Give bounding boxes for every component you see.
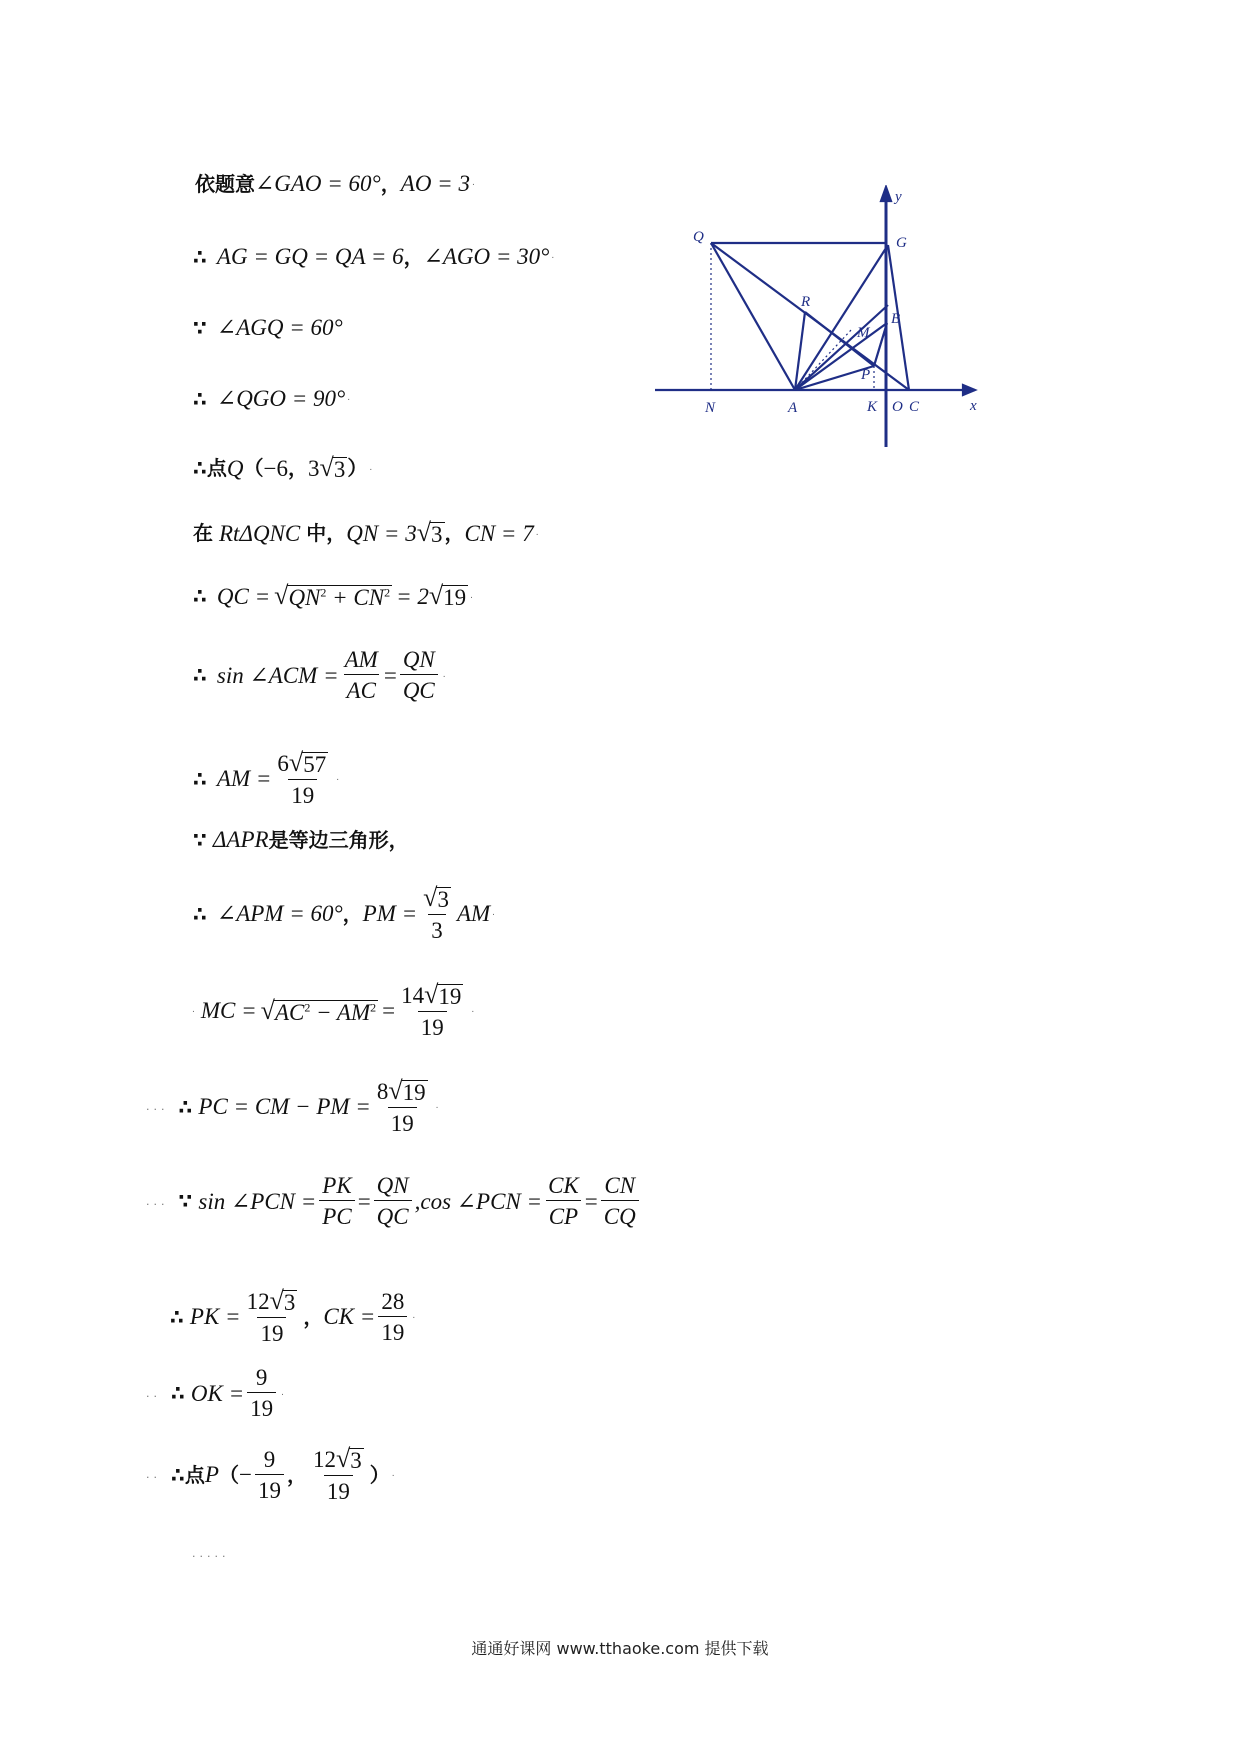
sep: ， — [342, 901, 363, 926]
label-A: A — [788, 400, 798, 416]
comma: ， — [288, 456, 309, 480]
label-G: G — [896, 235, 907, 251]
step-7: ∴ QC = √ $QN^2 + CN^2$ = 2 √ 19 . — [193, 581, 474, 610]
fraction: √ 3 3 — [423, 883, 449, 943]
sqrt: √ $QN^2 + CN^2$ — [274, 581, 391, 610]
fraction: 12 √ 3 19 — [312, 1444, 362, 1504]
expr: AO = 3 — [400, 171, 470, 196]
step-4: ∴ ∠QGO = 90° . — [193, 386, 351, 411]
expr: = 2 — [396, 583, 429, 609]
page-footer: 通通好课网 www.tthaoke.com 提供下载 — [471, 1639, 769, 1658]
expr: CN = 7 — [464, 520, 534, 546]
triangle: RtΔQNC — [219, 520, 301, 546]
sqrt: √ 3 — [319, 453, 346, 482]
step-1: 依题意 ∠GAO = 60° ， AO = 3 . — [195, 171, 475, 196]
text-cn: 依题意 — [195, 171, 255, 196]
label-B: B — [891, 311, 901, 327]
text-cn: 在 — [193, 521, 213, 545]
sep: ， — [303, 1304, 324, 1329]
expr: QN = 3 — [346, 520, 417, 546]
therefore: ∴ — [171, 1381, 185, 1405]
fraction: $\frac{QN}{QC}$ — [374, 1174, 412, 1228]
step-17: .. ∴ 点 P （ − $\frac{9}{19}$ ， 12 √ 3 19 ） . — [146, 1444, 395, 1504]
step-11: ∴ ∠APM = 60° ， PM = √ 3 3 AM . — [193, 883, 496, 943]
sep: ， — [403, 244, 424, 269]
expr: ∠APM = 60° — [216, 901, 343, 926]
step-10 — [193, 828, 409, 851]
therefore: ∴ — [193, 663, 207, 687]
text-cn: 点 — [184, 1462, 205, 1487]
expr: CK = — [323, 1304, 376, 1329]
geometry-figure — [645, 185, 990, 453]
therefore: ∴ — [193, 901, 207, 926]
coef: 3 — [308, 455, 320, 481]
sep: ， — [380, 171, 401, 196]
fraction: $\frac{AM}{AC}$ — [344, 647, 378, 703]
y-arrow — [881, 187, 891, 201]
label-P: P — [861, 367, 871, 383]
label-Q: Q — [693, 229, 704, 245]
expr: AM — [456, 901, 491, 926]
therefore: ∴ — [171, 1462, 185, 1487]
fraction: $\frac{PK}{PC}$ — [319, 1174, 354, 1228]
paren: ） — [369, 1462, 390, 1487]
expr: sin ∠ACM = — [216, 662, 339, 688]
paren: （ — [243, 456, 264, 480]
segment-AB — [795, 323, 887, 390]
paren: ） — [347, 456, 368, 480]
fraction: $\frac{CK}{CP}$ — [545, 1174, 582, 1228]
therefore: ∴ — [193, 584, 207, 608]
therefore: ∴ — [193, 386, 207, 411]
because: ∵ — [193, 315, 207, 340]
point-name: P — [204, 1462, 219, 1487]
because: ∵ — [193, 827, 207, 852]
triangle: ΔAPR — [212, 827, 269, 852]
expr: sin ∠PCN = — [198, 1188, 317, 1214]
step-9: ∴ AM = 6 √ 57 19 . — [193, 748, 340, 808]
step-8: ∴ sin ∠ACM = $\frac{AM}{AC}$ = $\frac{QN}{QC}$ . — [193, 647, 446, 703]
label-O: O — [892, 399, 903, 415]
label-x: x — [970, 398, 977, 414]
therefore: ∴ — [178, 1094, 193, 1119]
step-3 — [193, 316, 343, 339]
coord-x: −6 — [263, 455, 289, 481]
fraction: 8 √ 19 19 — [376, 1076, 426, 1136]
therefore: ∴ — [170, 1304, 184, 1329]
fraction: 6 √ 57 19 — [277, 748, 327, 808]
fraction: $\frac{9}{19}$ — [247, 1366, 276, 1420]
step-5: ∴ 点 Q （ −6 ， 3 √ 3 ） . — [193, 453, 373, 482]
expr: ,cos ∠PCN = — [414, 1188, 543, 1214]
fraction: $\frac{CN}{CQ}$ — [601, 1174, 639, 1228]
expr: AG = GQ = QA = 6 — [216, 244, 404, 269]
step-18: ..... — [192, 1547, 230, 1560]
expr: PM = — [362, 901, 418, 926]
fraction: 12 √ 3 19 — [246, 1286, 296, 1346]
therefore: ∴ — [193, 244, 207, 269]
label-M: M — [857, 325, 870, 341]
expr: AM = — [216, 766, 272, 791]
because: ∵ — [178, 1189, 193, 1213]
expr: ∠AGO = 30° — [423, 244, 550, 269]
label-C: C — [909, 399, 920, 415]
label-R: R — [801, 294, 811, 310]
sqrt: √ 19 — [428, 581, 467, 610]
step-2: ∴ AG = GQ = QA = 6 ， ∠AGO = 30° . — [193, 244, 555, 269]
expr: OK = — [190, 1380, 245, 1406]
text-cn: 中， — [306, 521, 347, 545]
step-15: ∴ PK = 12 √ 3 19 ， CK = $\frac{28}{19}$ . — [170, 1286, 416, 1346]
fraction: $\frac{9}{19}$ — [255, 1448, 284, 1502]
comma: ， — [286, 1462, 307, 1487]
step-16: .. ∴ OK = $\frac{9}{19}$ . — [146, 1365, 285, 1421]
step-6: 在 RtΔQNC 中， QN = 3 √ 3 ， CN = 7 . — [193, 518, 539, 547]
step-14: ... ∵ sin ∠PCN = $\frac{PK}{PC}$ = $\frac{QN}{QC}$ ,cos ∠PCN = $\frac{CK}{CP}$ = $\frac{CN}{CQ}$ — [146, 1174, 642, 1228]
expr: PC = CM − PM = — [198, 1094, 371, 1119]
label-K: K — [867, 399, 878, 415]
label-N: N — [705, 400, 716, 416]
text-cn: 点 — [206, 456, 227, 480]
sep: ， — [444, 521, 465, 545]
segment-QA — [711, 243, 795, 390]
fraction: $\frac{QN}{QC}$ — [400, 648, 438, 702]
step-13: ... ∴ PC = CM − PM = 8 √ 19 19 . — [146, 1076, 439, 1136]
paren: （ — [218, 1462, 239, 1487]
therefore: ∴ — [193, 766, 207, 791]
label-y: y — [895, 189, 902, 205]
expr: ∠QGO = 90° — [216, 386, 346, 411]
point-name: Q — [226, 455, 244, 481]
text-cn: 是等边三角形， — [268, 827, 409, 852]
x-arrow — [963, 385, 975, 395]
expr: ∠AGQ = 60° — [216, 315, 343, 340]
expr: ∠GAO = 60° — [255, 171, 381, 196]
expr: QC = — [216, 583, 271, 609]
therefore: ∴ — [193, 456, 207, 480]
fraction: $\frac{28}{19}$ — [378, 1290, 407, 1344]
fraction: 14 √ 19 19 — [401, 980, 462, 1040]
step-12: . MC = √ $AC^2 - AM^2$ = 14 √ 19 19 . — [192, 980, 475, 1040]
expr: MC = — [200, 998, 257, 1023]
expr: PK = — [189, 1304, 241, 1329]
sqrt: √ 3 — [416, 518, 443, 547]
sqrt: √ $AC^2 - AM^2$ — [260, 995, 377, 1025]
